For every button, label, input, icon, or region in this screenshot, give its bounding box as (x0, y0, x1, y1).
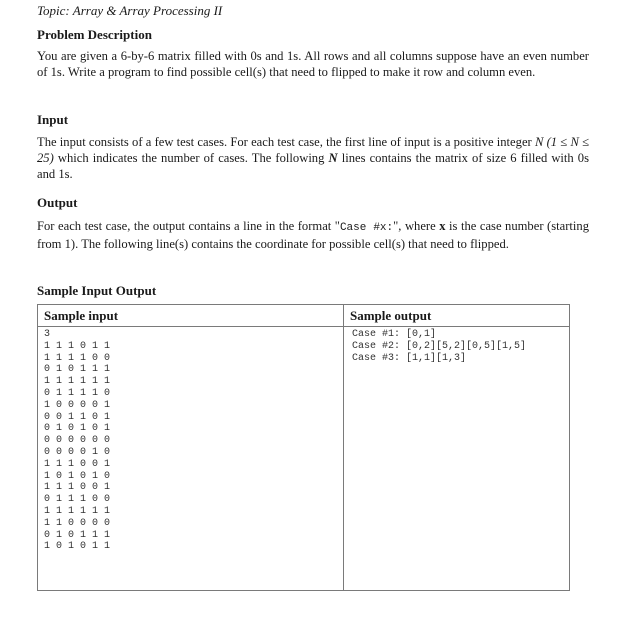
format-code: Case #x: (339, 222, 394, 234)
input-heading: Input (37, 112, 69, 127)
output-text-a: For each test case, the output contains a line in the format " (37, 219, 340, 233)
sample-input-line: 1 0 1 0 1 1 (44, 541, 111, 553)
sample-input-header: Sample input (44, 308, 119, 323)
sample-input-line: 0 0 1 1 0 1 (44, 411, 111, 423)
sample-output-line: Case #3: [1,1][1,3] (352, 353, 467, 365)
problem-description-heading: Problem Description (37, 27, 152, 42)
input-description (37, 134, 589, 182)
sample-input-line: 0 1 0 1 1 1 (44, 529, 111, 541)
sample-input-line: 1 1 1 1 1 1 (44, 505, 111, 517)
input-text-b: which indicates the number of cases. The following (53, 151, 329, 165)
problem-description-text: You are given a 6-by-6 matrix filled with 0s and 1s. All rows and all columns suppose have an even number of 1s. Write a program to find possible cell(s) that need to flipped to make it row and column even. (37, 49, 589, 79)
sample-output-line: Case #2: [0,2][5,2][0,5][1,5] (352, 341, 527, 353)
sample-output-header: Sample output (350, 308, 432, 323)
sample-output-lines (352, 329, 526, 366)
output-heading: Output (37, 195, 78, 210)
output-text-b: ", where (393, 219, 440, 233)
sample-input-line: 0 0 0 0 0 0 (44, 435, 111, 447)
sample-input-line: 0 1 1 1 1 0 (44, 387, 111, 399)
output-text-c: is the case number (starting from 1). The following line(s) contains the coordinate for possible cell(s) that need to flipped. (37, 219, 590, 251)
sample-io-heading: Sample Input Output (37, 283, 157, 298)
sample-input-line: 1 1 1 0 1 1 (44, 340, 111, 352)
sample-input-column (38, 305, 344, 590)
sample-input-line: 1 1 1 0 0 1 (44, 482, 111, 494)
n-constraint: N (1 ≤ N ≤ 25) (37, 135, 589, 165)
topic-title: Topic: Array & Array Processing II (37, 3, 223, 18)
output-description (37, 218, 589, 252)
header-divider (344, 326, 569, 327)
sample-input-line: 0 1 1 1 0 0 (44, 494, 111, 506)
sample-input-lines (44, 329, 110, 553)
sample-input-line: 1 1 0 0 0 0 (44, 517, 111, 529)
sample-input-line: 1 1 1 1 0 0 (44, 352, 111, 364)
n-variable: N (328, 151, 338, 165)
sample-output-line: Case #1: [0,1] (352, 329, 437, 340)
sample-input-line: 0 1 0 1 1 1 (44, 364, 111, 376)
header-divider (38, 326, 343, 327)
sample-input-line: 1 1 1 0 0 1 (44, 458, 111, 470)
sample-input-line: 1 0 1 0 1 0 (44, 470, 111, 482)
sample-input-line: 1 0 0 0 0 1 (44, 399, 111, 411)
sample-output-column (344, 305, 569, 590)
input-text-a: The input consists of a few test cases. For each test case, the first line of input is a positive integer (37, 135, 535, 149)
sample-input-line: 0 1 0 1 0 1 (44, 423, 111, 435)
sample-input-line: 1 1 1 1 1 1 (44, 376, 111, 388)
x-variable: x (439, 219, 446, 233)
sample-io-table (37, 304, 570, 591)
sample-input-line: 0 0 0 0 1 0 (44, 446, 111, 458)
sample-input-line: 3 (44, 329, 51, 340)
input-text-c: lines contains the matrix of size 6 filled with 0s and 1s. (37, 151, 590, 181)
